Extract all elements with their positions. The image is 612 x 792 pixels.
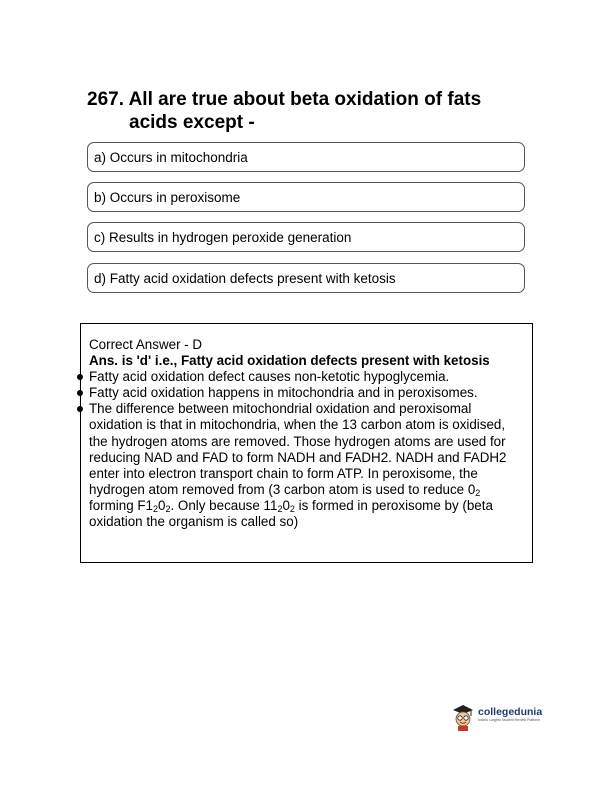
option-c[interactable] <box>87 222 525 252</box>
subscript: 2 <box>277 503 283 514</box>
option-a[interactable] <box>87 142 525 172</box>
bullet-icon <box>77 374 83 380</box>
bullet-icon <box>77 390 83 396</box>
subscript: 2 <box>153 503 159 514</box>
logo-tagline: India's Largest Student Review Platform <box>478 718 541 722</box>
subscript: 2 <box>475 487 481 498</box>
explanation-text-3f: is formed in peroxisome by (beta oxidation the organism is called so) <box>89 497 493 530</box>
correct-answer: Correct Answer - D <box>89 337 203 352</box>
logo-name: collegedunia <box>478 706 543 718</box>
option-b-label: b) Occurs in peroxisome <box>94 189 241 205</box>
answer-box <box>80 323 533 563</box>
bullet-icon <box>77 406 83 412</box>
explanation-text-3e: 0 <box>282 497 290 513</box>
explanation-text-2: Fatty acid oxidation happens in mitochondria and in peroxisomes. <box>89 385 478 401</box>
mascot-icon <box>451 703 475 731</box>
option-d[interactable] <box>87 263 525 293</box>
explanation-item <box>89 401 524 530</box>
answer-heading: Ans. is 'd' i.e., Fatty acid oxidation defects present with ketosis <box>89 353 490 369</box>
option-c-label: c) Results in hydrogen peroxide generation <box>94 229 352 245</box>
option-b[interactable] <box>87 182 525 212</box>
question-number: 267. <box>87 89 124 110</box>
explanation-item <box>89 369 524 385</box>
question-line-1: All are true about beta oxidation of fats <box>128 89 482 110</box>
option-d-label: d) Fatty acid oxidation defects present with ketosis <box>94 270 396 286</box>
explanation-list <box>89 369 524 530</box>
option-a-label: a) Occurs in mitochondria <box>94 149 248 165</box>
explanation-text-1: Fatty acid oxidation defect causes non-ketotic hypoglycemia. <box>89 369 450 385</box>
explanation-text-3: The difference between mitochondrial oxidation and peroxisomal oxidation is that in mitochondria, when the 13 carbon atom is oxidised, the hydrogen atoms are removed. Those hydrogen atoms are used for reducing NAD and FAD to form NADH and FADH2. NADH and FADH2 enter into electron transport chain to form ATP. In peroxisome, the hydrogen atom removed from (3 carbon atom is used to reduce 0 <box>89 401 507 497</box>
collegedunia-logo <box>451 703 551 731</box>
explanation-text-3c: 0 <box>158 497 166 513</box>
subscript: 2 <box>165 503 171 514</box>
explanation-item <box>89 385 524 401</box>
explanation-text-3b: forming F1 <box>89 497 153 513</box>
explanation-text-3d: . Only because 11 <box>170 497 278 513</box>
question-line-2: acids except - <box>129 112 255 133</box>
question-text <box>87 88 527 134</box>
subscript: 2 <box>289 503 295 514</box>
